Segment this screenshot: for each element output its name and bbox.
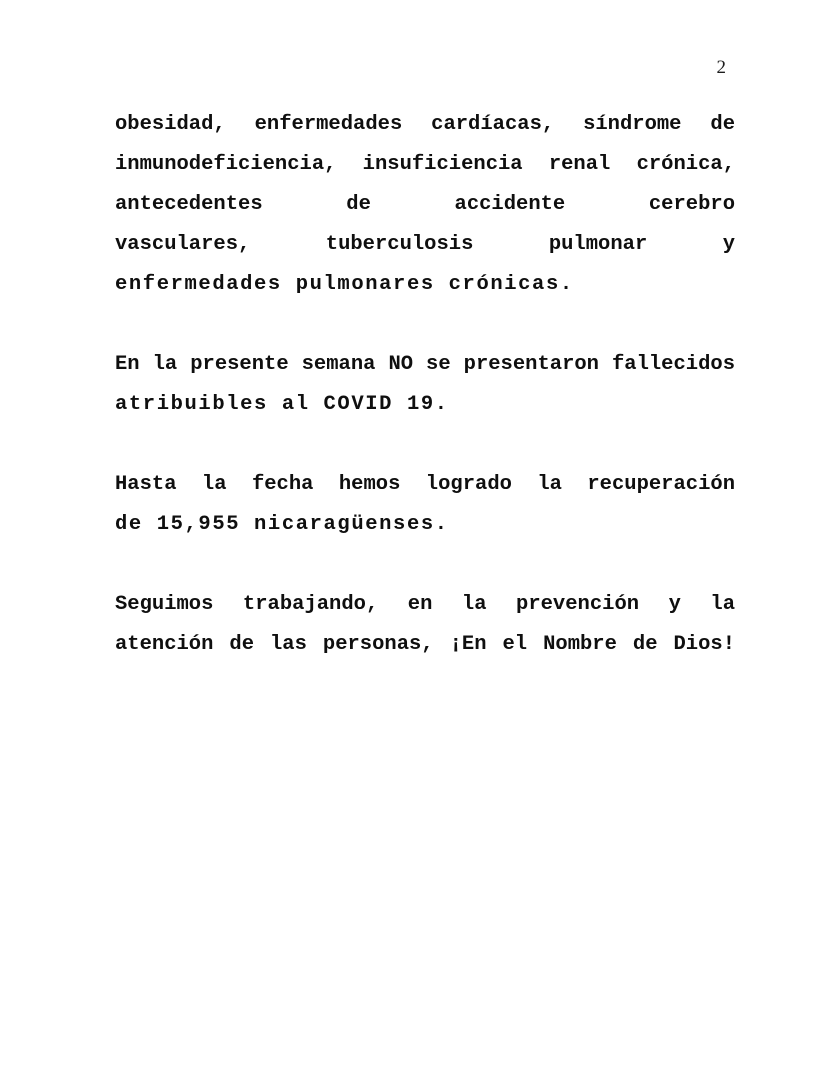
paragraph-recoveries [115,465,735,545]
text-line: atribuibles al COVID 19. [115,393,449,416]
paragraph-comorbidities [115,105,735,305]
text-line: atención de las personas, ¡En el Nombre de Dios! [115,633,735,656]
text-line: obesidad, enfermedades cardíacas, síndrome de [115,113,735,136]
text-line: Seguimos trabajando, en la prevención y la [115,593,735,616]
paragraph-deaths [115,345,735,425]
paragraph-closing [115,585,735,665]
document-body [115,105,735,705]
text-line: vasculares, tuberculosis pulmonar y [115,233,735,256]
text-line: inmunodeficiencia, insuficiencia renal crónica, [115,153,735,176]
page-number: 2 [716,57,726,78]
text-line: antecedentes de accidente cerebro [115,193,735,216]
text-line: enfermedades pulmonares crónicas. [115,273,574,296]
text-line: En la presente semana NO se presentaron fallecidos [115,353,735,376]
text-line: de 15,955 nicaragüenses. [115,513,449,536]
text-line: Hasta la fecha hemos logrado la recuperación [115,473,735,496]
